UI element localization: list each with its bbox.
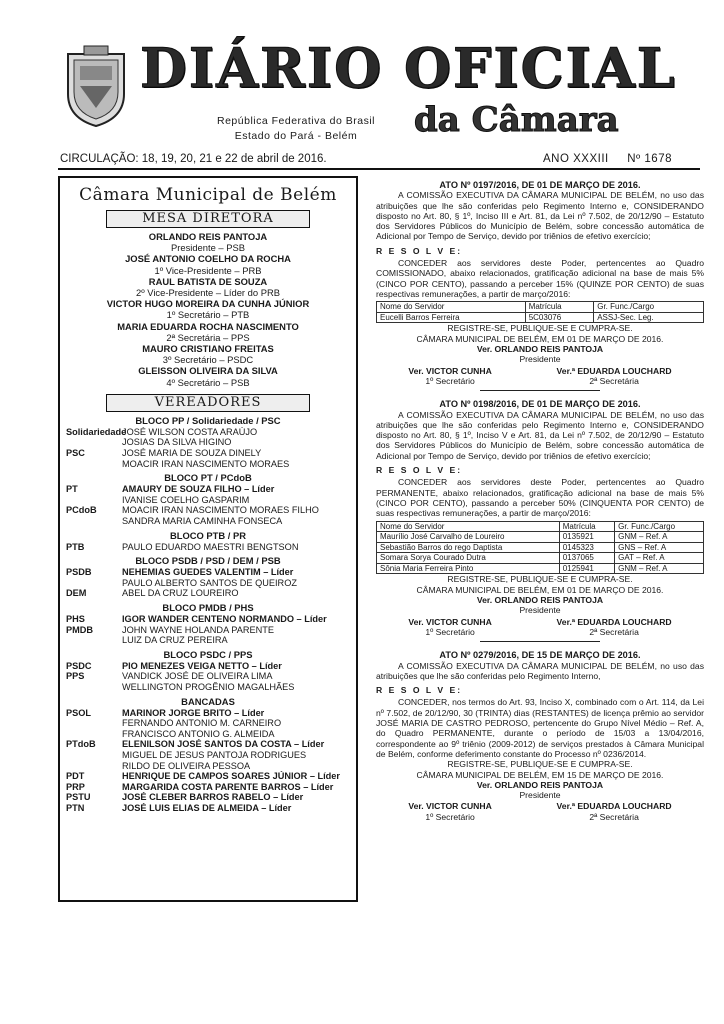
councillor-name: VANDICK JOSÉ DE OLIVEIRA LIMA	[122, 671, 273, 682]
servants-table	[376, 301, 704, 323]
signature-2	[557, 617, 672, 638]
act-president: Ver. ORLANDO REIS PANTOJA	[476, 595, 604, 606]
councillor-name: FERNANDO ANTONIO M. CARNEIRO	[122, 718, 282, 729]
party-label: Solidariedade	[66, 426, 127, 437]
table-cell: GNM – Ref. A	[615, 532, 704, 543]
act-body: CONCEDER aos servidores deste Poder, pertencentes ao Quadro PERMANENTE, abaixo relacionados, gratificação adicional na base de mais 5% (CINCO POR CENTO), passando a perceber 50% (CINQUENTA POR CENTO) de suas respectivas remunerações, a partir de março/2016:	[376, 477, 704, 519]
table-cell: ASSJ-Sec. Leg.	[594, 312, 704, 323]
masthead-subtitle: da Câmara	[414, 100, 619, 140]
table-header-cell: Matrícula	[525, 302, 594, 313]
city-seal	[62, 44, 130, 128]
block-title: BANCADAS	[181, 695, 235, 707]
councillor-name: JOSÉ WILSON COSTA ARAÚJO	[122, 426, 258, 437]
table-row	[377, 312, 704, 323]
masthead-title: DIÁRIO OFICIAL	[140, 36, 677, 100]
board-member-role: 1º Secretário – PTB	[166, 309, 250, 321]
board-member	[66, 298, 350, 320]
party-label: PSTU	[66, 792, 91, 803]
act-heading: ATO Nº 0198/2016, DE 01 DE MARÇO DE 2016.	[439, 399, 641, 410]
party-label	[66, 729, 122, 740]
council-title: Câmara Municipal de Belém	[79, 185, 337, 205]
councillor-row	[66, 635, 350, 646]
party-label: PSC	[66, 448, 85, 459]
table-header-row	[377, 521, 704, 532]
signature-role: 1º Secretário	[425, 375, 475, 386]
board-member-name: RAUL BATISTA DE SOUZA	[148, 275, 268, 287]
board-member-name: JOSÉ ANTONIO COELHO DA ROCHA	[125, 253, 291, 265]
board-member-name: MARIA EDUARDA ROCHA NASCIMENTO	[117, 320, 299, 332]
republic-line: República Federativa do Brasil	[217, 115, 375, 127]
table-cell: Somara Sorya Courado Dutra	[377, 553, 560, 564]
table-cell: GAT – Ref. A	[615, 553, 704, 564]
table-cell: GNM – Ref. A	[615, 563, 704, 574]
signature-name: Ver.ª EDUARDA LOUCHARD	[556, 616, 672, 627]
block-title: BLOCO PTB / PR	[169, 529, 247, 541]
councillor-name: JOSÉ LUIS ELIAS DE ALMEIDA – Líder	[122, 802, 292, 813]
act-section	[376, 180, 704, 391]
table-cell: Maurílio José Carvalho de Loureiro	[377, 532, 560, 543]
issue-year: ANO XXXIII	[543, 153, 609, 165]
councillor-row	[66, 661, 350, 672]
councillor-row	[66, 708, 350, 719]
councillor-row	[66, 567, 350, 578]
act-place-date: CÂMARA MUNICIPAL DE BELÉM, EM 15 DE MARÇO DE 2016.	[416, 769, 664, 780]
councillor-row	[66, 588, 350, 599]
board-member	[66, 231, 350, 253]
board-member-role: 4º Secretário – PSB	[166, 376, 250, 388]
act-president-role: Presidente	[519, 354, 561, 365]
councillor-row	[66, 437, 350, 448]
header-rule	[58, 168, 700, 170]
councillor-row	[66, 459, 350, 470]
board-member-role: Presidente – PSB	[170, 242, 245, 254]
table-cell: 0125941	[559, 563, 614, 574]
signature-name: Ver. VICTOR CUNHA	[408, 616, 492, 627]
party-label: PPS	[66, 671, 85, 682]
table-cell: 5C03076	[525, 312, 594, 323]
act-register: REGISTRE-SE, PUBLIQUE-SE E CUMPRA-SE.	[447, 574, 633, 585]
councillor-row	[66, 718, 350, 729]
act-section	[376, 650, 704, 822]
councillor-name: IGOR WANDER CENTENO NORMANDO – Líder	[122, 613, 327, 624]
act-body: CONCEDER aos servidores deste Poder, pertencentes ao Quadro COMISSIONADO, abaixo relacionados, gratificação adicional na base de mais 5% (CINCO POR CENTO), passando a perceber 15% (QUINZE POR CENTO) de suas respectivas remunerações, a partir de março/2016:	[376, 258, 704, 299]
councillor-name: JOSIAS DA SILVA HIGINO	[122, 437, 232, 448]
board-list	[66, 231, 350, 388]
party-label: PSDC	[66, 660, 92, 671]
signature-role: 2ª Secretária	[589, 626, 639, 637]
council-box	[58, 176, 358, 902]
board-member-name: MAURO CRISTIANO FREITAS	[142, 343, 274, 355]
signature-name: Ver.ª EDUARDA LOUCHARD	[556, 365, 672, 376]
table-header-cell: Nome do Servidor	[377, 521, 560, 532]
circulation-dates: CIRCULAÇÃO: 18, 19, 20, 21 e 22 de abril de 2016.	[60, 153, 327, 165]
block-title: BLOCO PP / Solidariedade / PSC	[135, 414, 281, 426]
act-register: REGISTRE-SE, PUBLIQUE-SE E CUMPRA-SE.	[447, 323, 633, 334]
councillor-name: PAULO ALBERTO SANTOS DE QUEIROZ	[122, 577, 297, 588]
party-label: PMDB	[66, 624, 94, 635]
signature-role: 2ª Secretária	[589, 811, 639, 822]
act-intro: A COMISSÃO EXECUTIVA DA CÂMARA MUNICIPAL DE BELÉM, no uso das atribuições que lhe são conferidas pelo Regimento Interno e, CONSIDERANDO disposto no Art. 80, § 1º, Inciso V e Art. 81, da Lei nº 7.502, de 20/12/90 – Estatuto dos Servidores Públicos do Município de Belém, sobre concessão automática de Adicional por Tempo de Serviço, devido por triênios de efetivo exercício;	[376, 409, 704, 461]
board-member	[66, 343, 350, 365]
councillor-row	[66, 505, 350, 516]
councillors-list	[66, 415, 350, 814]
party-label	[66, 718, 122, 729]
party-label	[66, 459, 122, 470]
councillor-name: MARINOR JORGE BRITO – Líder	[122, 707, 265, 718]
board-member	[66, 253, 350, 275]
councillor-row	[66, 578, 350, 589]
party-label	[66, 635, 122, 646]
act-intro: A COMISSÃO EXECUTIVA DA CÂMARA MUNICIPAL DE BELÉM, no uso das atribuições que lhe são conferidas pelo Regimento Interno,	[376, 660, 704, 681]
party-label	[66, 750, 122, 761]
act-president-role: Presidente	[519, 605, 561, 616]
signature-role: 2ª Secretária	[589, 375, 639, 386]
councillor-name: ELENILSON JOSÉ SANTOS DA COSTA – Líder	[122, 739, 325, 750]
councillor-name: MOACIR IRAN NASCIMENTO MORAES	[122, 458, 290, 469]
councillor-name: NEHEMIAS GUEDES VALENTIM – Líder	[122, 567, 294, 578]
party-label: PTN	[66, 802, 85, 813]
party-label: PDT	[66, 771, 85, 782]
councillor-row	[66, 739, 350, 750]
councillor-name: MIGUEL DE JESUS PANTOJA RODRIGUES	[122, 749, 307, 760]
councillor-name: JOSÉ CLEBER BARROS RABELO – Líder	[122, 792, 304, 803]
party-label: PT	[66, 484, 78, 495]
party-label	[66, 437, 122, 448]
councillor-row	[66, 792, 350, 803]
party-label	[66, 682, 122, 693]
party-label	[66, 516, 122, 527]
councillor-name: WELLINGTON PROGÊNIO MAGALHÃES	[122, 681, 295, 692]
table-cell: Eucelli Barros Ferreira	[377, 312, 526, 323]
block-title: BLOCO PSDB / PSD / DEM / PSB	[135, 555, 281, 567]
board-member-name: ORLANDO REIS PANTOJA	[148, 231, 268, 242]
board-member-role: 2º Vice-Presidente – Líder do PRB	[136, 287, 280, 299]
councillor-name: FRANCISCO ANTONIO G. ALMEIDA	[122, 728, 275, 739]
acts-column	[376, 180, 704, 822]
councillor-row	[66, 495, 350, 506]
table-cell: Sônia Maria Ferreira Pinto	[377, 563, 560, 574]
councillor-row	[66, 671, 350, 682]
table-row	[377, 532, 704, 543]
board-member	[66, 365, 350, 387]
issue-info	[543, 151, 672, 167]
councillor-name: JOSÉ MARIA DE SOUZA DINELY	[122, 448, 262, 459]
board-member-role: 2ª Secretária – PPS	[166, 331, 250, 343]
act-heading: ATO Nº 0197/2016, DE 01 DE MARÇO DE 2016.	[439, 180, 641, 190]
act-resolve: R E S O L V E:	[376, 685, 463, 696]
act-signatures	[376, 366, 704, 387]
councillor-name: JOHN WAYNE HOLANDA PARENTE	[122, 624, 274, 635]
councillor-row	[66, 427, 350, 438]
party-label: PTB	[66, 541, 85, 552]
signature-name: Ver.ª EDUARDA LOUCHARD	[556, 801, 672, 812]
councillor-row	[66, 625, 350, 636]
act-resolve: R E S O L V E:	[376, 245, 463, 256]
signature-1	[408, 617, 491, 638]
act-signatures	[376, 801, 704, 822]
act-separator	[480, 641, 600, 642]
party-label: PSOL	[66, 707, 92, 718]
signature-2	[557, 801, 672, 822]
board-member-role: 3º Secretário – PSDC	[162, 354, 254, 366]
signature-1	[408, 366, 491, 387]
issue-number: Nº 1678	[627, 153, 672, 165]
councillor-row	[66, 682, 350, 693]
board-member-role: 1º Vice-Presidente – PRB	[154, 264, 262, 276]
block-title: BLOCO PT / PCdoB	[164, 472, 252, 484]
act-separator	[480, 390, 600, 391]
table-cell: Sebastião Barros do rego Daptista	[377, 542, 560, 553]
table-header-cell: Gr. Func./Cargo	[615, 521, 704, 532]
act-president-role: Presidente	[519, 790, 561, 801]
party-label: DEM	[66, 588, 87, 599]
party-label: PSDB	[66, 567, 92, 578]
signature-1	[408, 801, 491, 822]
councillor-row	[66, 750, 350, 761]
party-label: PHS	[66, 613, 85, 624]
signature-name: Ver. VICTOR CUNHA	[408, 801, 492, 812]
act-place-date: CÂMARA MUNICIPAL DE BELÉM, EM 01 DE MARÇO DE 2016.	[416, 584, 664, 595]
party-label	[66, 761, 122, 772]
councillor-row	[66, 803, 350, 814]
table-cell: 0135921	[559, 532, 614, 543]
table-row	[377, 553, 704, 564]
councillor-row	[66, 761, 350, 772]
servants-table	[376, 521, 704, 575]
councillor-row	[66, 729, 350, 740]
act-intro: A COMISSÃO EXECUTIVA DA CÂMARA MUNICIPAL DE BELÉM, no uso das atribuições que lhe são conferidas pelo Regimento Interno e, CONSIDERANDO disposto no Art. 80, § 1º, Inciso III e Art. 81, da Lei nº 7.502, de 20/12/90 – Estatuto dos Servidores Públicos do Município de Belém, sobre concessão automática de Adicional por Tempo de Serviço, devido por triênios de efetivo exercício;	[376, 190, 704, 242]
councillor-name: MARGARIDA COSTA PARENTE BARROS – Líder	[122, 781, 334, 792]
councillor-row	[66, 448, 350, 459]
table-row	[377, 542, 704, 553]
table-row	[377, 563, 704, 574]
table-header-row	[377, 302, 704, 313]
councillor-row	[66, 484, 350, 495]
state-line: Estado do Pará - Belém	[234, 130, 358, 142]
councillor-row	[66, 516, 350, 527]
table-header-cell: Gr. Func./Cargo	[594, 302, 704, 313]
councillor-name: PIO MENEZES VEIGA NETTO – Líder	[122, 660, 282, 671]
table-cell: GNS – Ref. A	[615, 542, 704, 553]
table-header-cell: Matrícula	[559, 521, 614, 532]
act-section	[376, 399, 704, 642]
board-member-name: VICTOR HUGO MOREIRA DA CUNHA JÚNIOR	[106, 298, 310, 310]
signature-role: 1º Secretário	[425, 626, 475, 637]
act-register: REGISTRE-SE, PUBLIQUE-SE E CUMPRA-SE.	[447, 759, 633, 770]
councillor-name: MOACIR IRAN NASCIMENTO MORAES FILHO	[122, 505, 319, 516]
party-label: PTdoB	[66, 739, 96, 750]
board-heading: MESA DIRETORA	[106, 210, 310, 228]
republic-caption	[180, 114, 412, 144]
councillor-name: ABEL DA CRUZ LOUREIRO	[122, 588, 239, 599]
act-body: CONCEDER, nos termos do Art. 93, Inciso X, combinado com o Art. 114, da Lei nº 7.502, de 20/12/90, 30 (TRINTA) dias (RESTANTES) de licença prêmio ao servidor JOSÉ MARIA DE CASTRO PEDROSO, pertencente do Grupo Nível Médio – Ref. A, do Quadro PERMANENTE, durante o período de 15/03 a 13/04/2016, correspondente ao 9º triênio (2009-2012) de serviços prestados à Câmara Municipal de Belém, conforme deferimento constante do Processo nº 0236/2014.	[376, 697, 704, 759]
board-member	[66, 321, 350, 343]
councillor-name: AMAURY DE SOUZA FILHO – Líder	[122, 484, 275, 495]
signature-2	[557, 366, 672, 387]
act-heading: ATO Nº 0279/2016, DE 15 DE MARÇO DE 2016.	[439, 650, 641, 661]
councillor-row	[66, 542, 350, 553]
councillor-name: IVANISE COELHO GASPARIM	[122, 494, 250, 505]
councillor-name: LUIZ DA CRUZ PEREIRA	[122, 635, 228, 646]
act-signatures	[376, 617, 704, 638]
councillor-row	[66, 782, 350, 793]
councillor-name: RILDO DE OLIVEIRA PESSOA	[122, 760, 251, 771]
party-label	[66, 495, 122, 506]
signature-role: 1º Secretário	[425, 811, 475, 822]
table-cell: 0145323	[559, 542, 614, 553]
act-president: Ver. ORLANDO REIS PANTOJA	[476, 344, 604, 355]
party-label: PRP	[66, 781, 85, 792]
councillor-row	[66, 614, 350, 625]
party-label	[66, 578, 122, 589]
board-member	[66, 276, 350, 298]
councillor-row	[66, 771, 350, 782]
signature-name: Ver. VICTOR CUNHA	[408, 365, 492, 376]
act-resolve: R E S O L V E:	[376, 465, 463, 476]
board-member-name: GLEISSON OLIVEIRA DA SILVA	[138, 365, 278, 377]
councillor-name: SANDRA MARIA CAMINHA FONSECA	[122, 516, 283, 526]
table-header-cell: Nome do Servidor	[377, 302, 526, 313]
councillor-name: PAULO EDUARDO MAESTRI BENGTSON	[122, 541, 299, 552]
party-label: PCdoB	[66, 505, 97, 516]
act-president: Ver. ORLANDO REIS PANTOJA	[476, 779, 604, 790]
table-cell: 0137065	[559, 553, 614, 564]
block-title: BLOCO PMDB / PHS	[162, 601, 254, 613]
block-title: BLOCO PSDC / PPS	[163, 648, 253, 660]
councillors-heading: VEREADORES	[106, 394, 310, 412]
act-place-date: CÂMARA MUNICIPAL DE BELÉM, EM 01 DE MARÇO DE 2016.	[416, 333, 664, 344]
circulation-line	[60, 151, 700, 167]
councillor-name: HENRIQUE DE CAMPOS SOARES JÚNIOR – Líder	[122, 771, 340, 782]
